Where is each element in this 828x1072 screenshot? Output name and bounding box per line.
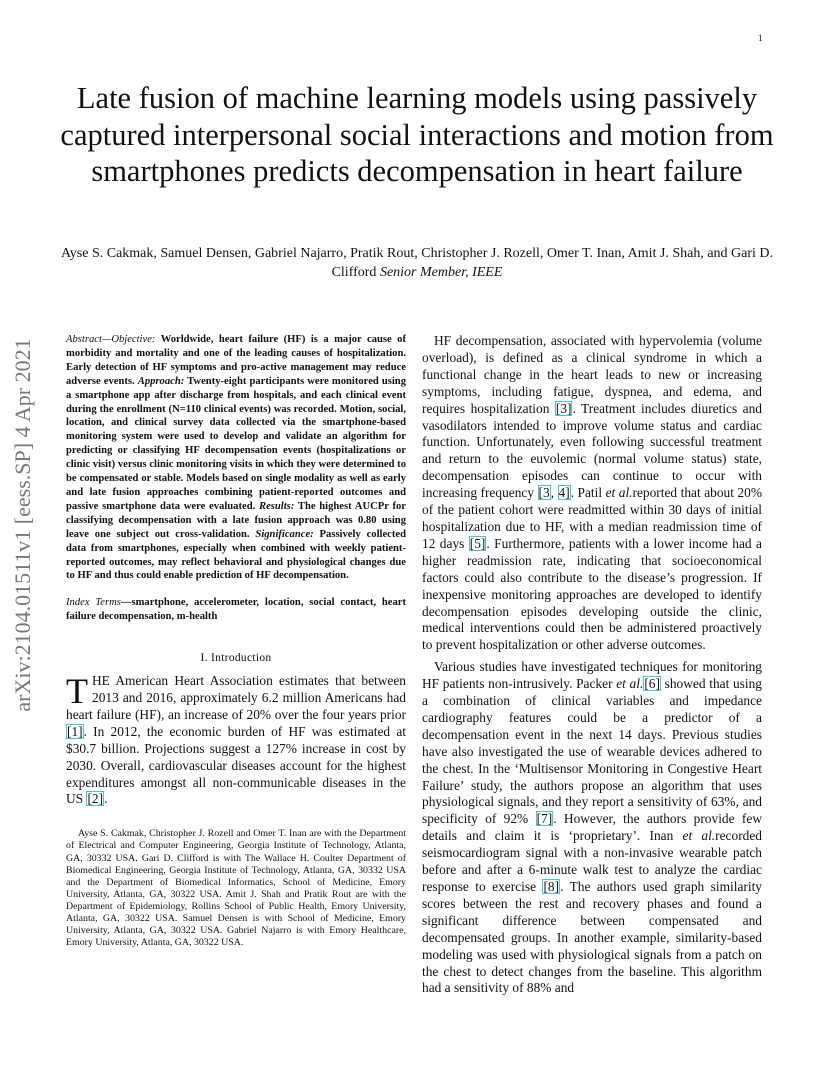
author-role: Senior Member, IEEE <box>379 265 503 280</box>
author-list <box>60 244 774 282</box>
citation-link-8[interactable]: [8] <box>543 879 560 894</box>
arxiv-stamp-text: arXiv:2104.01511v1 [eess.SP] 4 Apr 2021 <box>10 338 35 712</box>
section-heading-introduction: I. Introduction <box>200 652 272 665</box>
intro-text-2: . In 2012, the economic burden of HF was estimated at $30.7 billion. Projections suggest a 127% increase in cost by 2030. Overall, cardiovascular diseases account for the highest expenditures amongst all non-communicable diseases in the US <box>66 723 406 807</box>
dropcap-letter: T <box>66 671 88 712</box>
intro-text-1: HE American Heart Association estimates that between 2013 and 2016, approximately 6.2 million Americans had heart failure (HF), an increase of 20% over the four years prior <box>66 673 406 722</box>
abstract <box>66 333 406 583</box>
body-paragraph-2 <box>422 659 762 997</box>
p1-text-a: HF decompensation, associated with hypervolemia (volume overload), is defined as a clinical syndrome in which a functional change in the heart leads to new or increasing symptoms, including fatigue, dyspnea, and edema, and requires hospitalization <box>422 333 762 416</box>
abstract-results: The highest AUCPr for classifying decompensation with a late fusion approach was 0.80 using leave one subject out cross-validation. <box>66 500 406 540</box>
abstract-approach-label: Approach: <box>137 375 185 387</box>
citation-link-3[interactable]: [3] <box>555 400 572 416</box>
p1-text-e: . Furthermore, patients with a lower income had a higher readmission rate, indicating that socioeconomical factors could also contribute to the disease’s progression. If inexpensive monitoring approaches are developed to identify decompensation episodes developing outside the clinic, medical interventions could then be administered proactively to prevent hospitalization or other adverse outcomes. <box>422 535 762 653</box>
et-al-2: et al. <box>616 676 644 692</box>
citation-link-5[interactable]: [5] <box>469 535 486 551</box>
index-terms <box>66 596 406 624</box>
p2-text-e: . The authors used graph similarity scores between the rest and recovery phases and found a significant difference between compensated and decompensated groups. In another example, similarity-based modeling was used with physiological signals from a patch on the chest to detect changes from the baseline. This algorithm had a sensitivity of 88% and <box>422 879 762 996</box>
citation-link-7[interactable]: [7] <box>536 811 553 827</box>
et-al-3: et al. <box>682 828 716 844</box>
abstract-results-label: Results: <box>259 500 295 512</box>
abstract-significance-label: Significance: <box>255 528 314 540</box>
right-column <box>422 333 762 997</box>
p2-text-d: recorded seismocardiogram signal with a non-invasive wearable patch before and after a 6-minute walk test to analyze the cardiac response to exercise <box>422 828 762 894</box>
citation-link-2[interactable]: [2] <box>87 791 104 807</box>
p1-text-c: . Patil <box>570 485 606 501</box>
p2-text-a: Various studies have investigated techniques for monitoring HF patients non-intrusively. Packer <box>422 659 762 692</box>
p2-text-c: . However, the authors provide few details and claim it is ‘proprietary’. Inan <box>422 811 762 844</box>
index-terms-text: —smartphone, accelerometer, location, social contact, heart failure decompensation, m-health <box>66 597 406 623</box>
arxiv-stamp <box>10 290 60 760</box>
page-number: 1 <box>758 33 763 43</box>
index-terms-label: Index Terms <box>66 597 121 609</box>
et-al-1: et al. <box>605 485 633 501</box>
author-affiliation-footnote: Ayse S. Cakmak, Christopher J. Rozell and Omer T. Inan are with the Department of Electrical and Computer Engineering, Georgia Institute of Technology, Atlanta, GA, 30332 USA. Gari D. Clifford is with The Wallace H. Coulter Department of Biomedical Engineering, Georgia Institute of Technology, Atlanta, GA, 30332 USA and the Department of Biomedical Informatics, School of Medicine, Emory University, Atlanta, GA, 30322 USA. Amit J. Shah and Pratik Rout are with the Department of Epidemiology, Rollins School of Public Health, Emory University, Atlanta, GA, 30322 USA. Samuel Densen is with School of Medicine, Emory University, Atlanta, GA, 30322 USA. Gabriel Najarro is with Emory Healthcare, Emory University, Atlanta, GA, 30322 USA. <box>66 828 406 949</box>
p1-text-b: . Treatment includes diuretics and vasodilators intended to improve volume status and cardiac function. Unfortunately, even following successful treatment and return to the euvolemic (normal volume status) state, decompensation episodes can continue to occur with increasing frequency <box>422 400 762 501</box>
abstract-significance: Passively collected data from smartphones, especially when combined with weekly patient-reported outcomes, may reflect behavioral and physiological changes due to HF and thus could enable prediction of HF decompensation. <box>66 528 406 582</box>
abstract-label: Abstract—Objective: <box>66 334 156 345</box>
citation-link-6[interactable]: [6] <box>644 676 660 692</box>
p1-text-d: reported that about 20% of the patient cohort were readmitted within 30 days of initial hospitalization due to HF, with a median readmission time of 12 days <box>422 485 762 551</box>
left-column <box>66 333 406 949</box>
citation-link-4[interactable]: 4] <box>558 485 570 501</box>
paper-title: Late fusion of machine learning models using passively captured interpersonal social interactions and motion from smartphones predicts decompensation in heart failure <box>60 81 774 188</box>
arxiv-stamp-graphic <box>10 290 60 760</box>
abstract-objective: Worldwide, heart failure (HF) is a major cause of morbidity and mortality and one of the leading causes of hospitalization. Early detection of HF symptoms and pro-active management may reduce adverse events. <box>66 334 406 387</box>
author-names: Ayse S. Cakmak, Samuel Densen, Gabriel Najarro, Pratik Rout, Christopher J. Rozell, Omer T. Inan, Amit J. Shah, and Gari D. Clifford <box>60 246 774 280</box>
intro-paragraph <box>66 673 406 808</box>
intro-text-3: . <box>104 791 108 807</box>
citation-separator: , <box>550 485 558 501</box>
citation-link-3b[interactable]: [3 <box>538 485 550 501</box>
body-paragraph-1 <box>422 333 762 654</box>
abstract-approach: Twenty-eight participants were monitored using a smartphone app after discharge from hospitals, and each clinical event during the enrollment (N=110 clinical events) was recorded. Motion, social, location, and clinical survey data collected via the smartphone-based monitoring system were used to develop and validate an algorithm for predicting or classifying HF decompensation events (hospitalizations or clinic visit) versus clinic monitoring visits in which they were determined to be compensated or stable. Models based on single modality as well as early and late fusion approaches combining patient-reported outcomes and passive smartphone data were evaluated. <box>66 375 407 512</box>
p2-text-b: showed that using a combination of clinical variables and impedance cardiography features could be a predictor of a decompensation event in the next 14 days. Previous studies have also investigated the use of wearable devices adhered to the chest. In the ‘Multisensor Monitoring in Congestive Heart Failure’ study, the authors propose an algorithm that uses physiological signals, and they report a sensitivity of 63%, and specificity of 92% <box>422 676 762 827</box>
citation-link-1[interactable]: [1] <box>67 723 83 739</box>
